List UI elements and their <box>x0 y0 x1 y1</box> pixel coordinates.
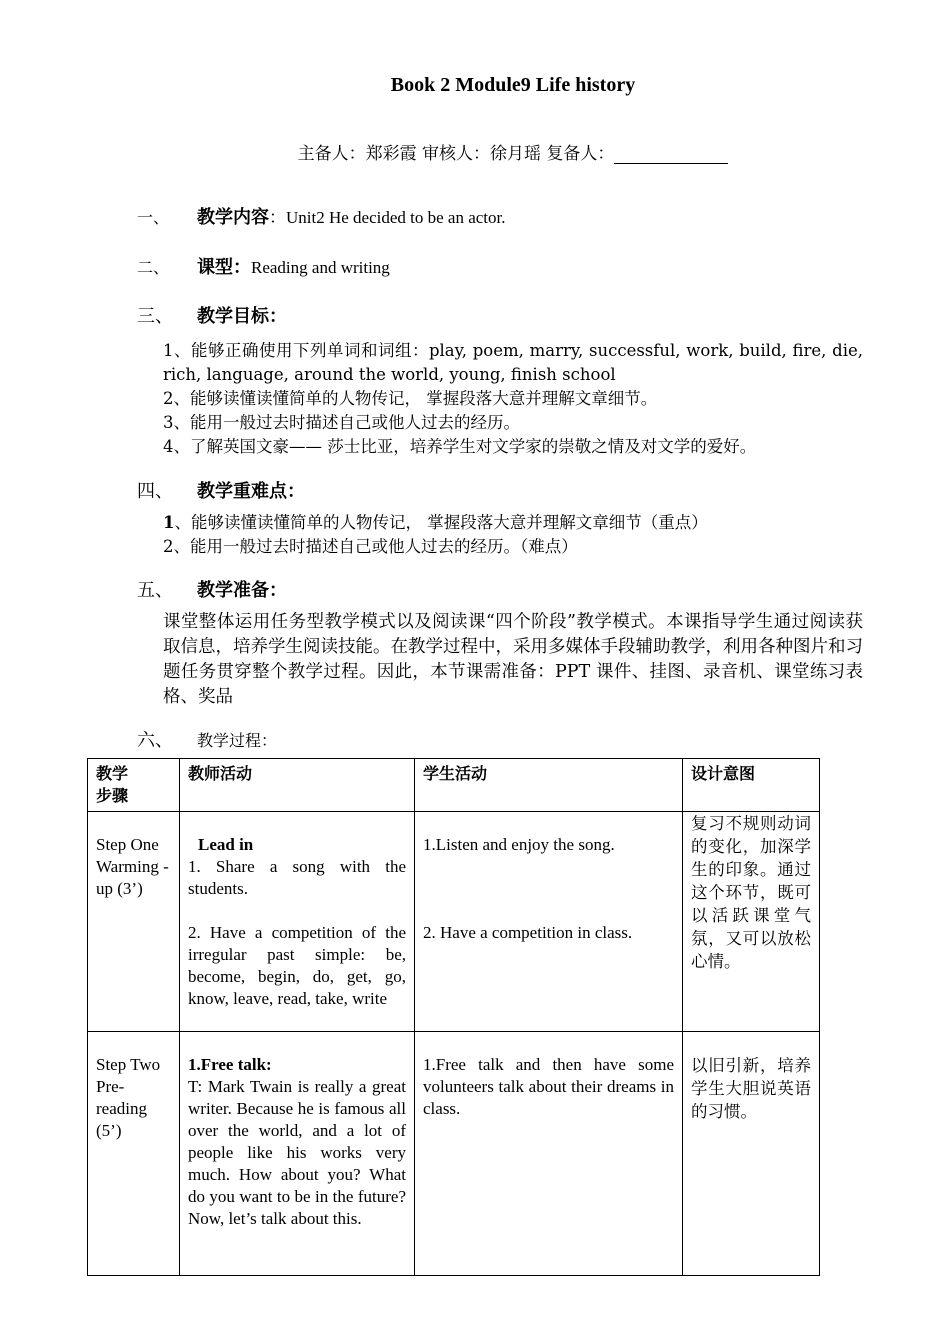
preparers-line <box>0 139 950 164</box>
key-point-item <box>163 511 863 535</box>
student-cell <box>415 1032 683 1276</box>
header-design: 设计意图 <box>683 759 820 812</box>
section-heading: 教学过程： <box>197 731 278 750</box>
student-line: 1.Free talk and then have some volunteers talk about their dreams in class. <box>423 1055 674 1118</box>
section-4 <box>137 477 305 503</box>
blank-fill-line <box>614 145 728 164</box>
objective-item: 4、了解英国文豪—— 莎士比亚，培养学生对文学家的崇敬之情及对文学的爱好。 <box>163 437 757 456</box>
objective-item: 2、能够读懂读懂简单的人物传记， 掌握段落大意并理解文章细节。 <box>163 389 658 408</box>
table-header-row <box>88 759 820 812</box>
section-5 <box>137 576 287 602</box>
teacher-cell <box>180 812 415 1032</box>
section-number: 三、 <box>137 306 173 327</box>
preparation-paragraph: 课堂整体运用任务型教学模式以及阅读课“四个阶段”教学模式。本课指导学生通过阅读获取信息，培养学生阅读技能。在教学过程中，采用多媒体手段辅助教学，利用各种图片和习题任务贯穿整个教学过程。因此，本节课需准备：PPT 课件、挂图、录音机、课堂练习表格、奖品 <box>163 612 863 707</box>
student-line: 2. Have a competition in class. <box>423 923 633 942</box>
preparers-text: 主备人：郑彩霞 审核人：徐月瑶 复备人： <box>297 144 615 164</box>
teaching-process-table <box>87 758 820 1276</box>
step-cell: Step Two Pre-reading (5’) <box>88 1032 180 1276</box>
design-cell: 以旧引新，培养学生大胆说英语的习惯。 <box>683 1032 820 1276</box>
teacher-line: 1. Share a song with the students. <box>188 857 406 898</box>
teacher-line: 2. Have a competition of the irregular past simple: be, become, begin, do, get, go, know, leave, read, take, write <box>188 923 406 1008</box>
key-point-text: 、能够读懂读懂简单的人物传记， 掌握段落大意并理解文章细节（重点） <box>174 513 708 532</box>
section-number: 六、 <box>137 730 173 751</box>
section-1 <box>137 203 506 229</box>
table-row <box>88 812 820 1032</box>
section-6 <box>137 726 277 752</box>
step-cell: Step One Warming -up (3’) <box>88 812 180 1032</box>
section-heading: 教学目标： <box>197 306 287 327</box>
section-heading: 教学内容 <box>197 207 269 228</box>
section-number: 五、 <box>137 580 173 601</box>
section-number: 四、 <box>137 481 173 502</box>
key-point-item: 2、能用一般过去时描述自己或他人过去的经历。（难点） <box>163 537 578 556</box>
teacher-title: 1.Free talk: <box>188 1055 272 1074</box>
key-points-list <box>163 511 863 559</box>
teacher-cell <box>180 1032 415 1276</box>
section-number: 一、 <box>137 208 170 227</box>
student-cell <box>415 812 683 1032</box>
objective-item: 3、能用一般过去时描述自己或他人过去的经历。 <box>163 413 520 432</box>
header-student: 学生活动 <box>415 759 683 812</box>
section-heading: 教学准备： <box>197 580 287 601</box>
objectives-list <box>163 339 863 459</box>
header-step: 教学 步骤 <box>88 759 180 812</box>
section-heading: 课型： <box>197 257 251 278</box>
section-3 <box>137 302 287 328</box>
document-title: Book 2 Module9 Life history <box>390 74 636 96</box>
section-number: 二、 <box>137 258 170 277</box>
design-cell: 复习不规则动词的变化，加深学生的印象。通过这个环节，既可以活跃课堂气氛，又可以放松心情。 <box>683 812 820 1032</box>
teacher-line: T: Mark Twain is really a great writer. Because he is famous all over the world, and a lot of people like his works very much. How about you? What do you want to be in the future? Now, let’s talk about this. <box>188 1077 406 1228</box>
section-value: ：Unit2 He decided to be an actor. <box>269 208 506 227</box>
key-point-number: 1 <box>163 513 175 532</box>
table-row <box>88 1032 820 1276</box>
section-2 <box>137 253 390 279</box>
student-line: 1.Listen and enjoy the song. <box>423 835 615 854</box>
teacher-title: Lead in <box>198 835 254 854</box>
header-teacher: 教师活动 <box>180 759 415 812</box>
section-heading: 教学重难点： <box>197 481 305 502</box>
section-value: Reading and writing <box>251 258 390 277</box>
objective-item: 1、能够正确使用下列单词和词组：play, poem, marry, successful, work, build, fire, die, rich, language, around the world, young, finish school <box>163 341 863 384</box>
